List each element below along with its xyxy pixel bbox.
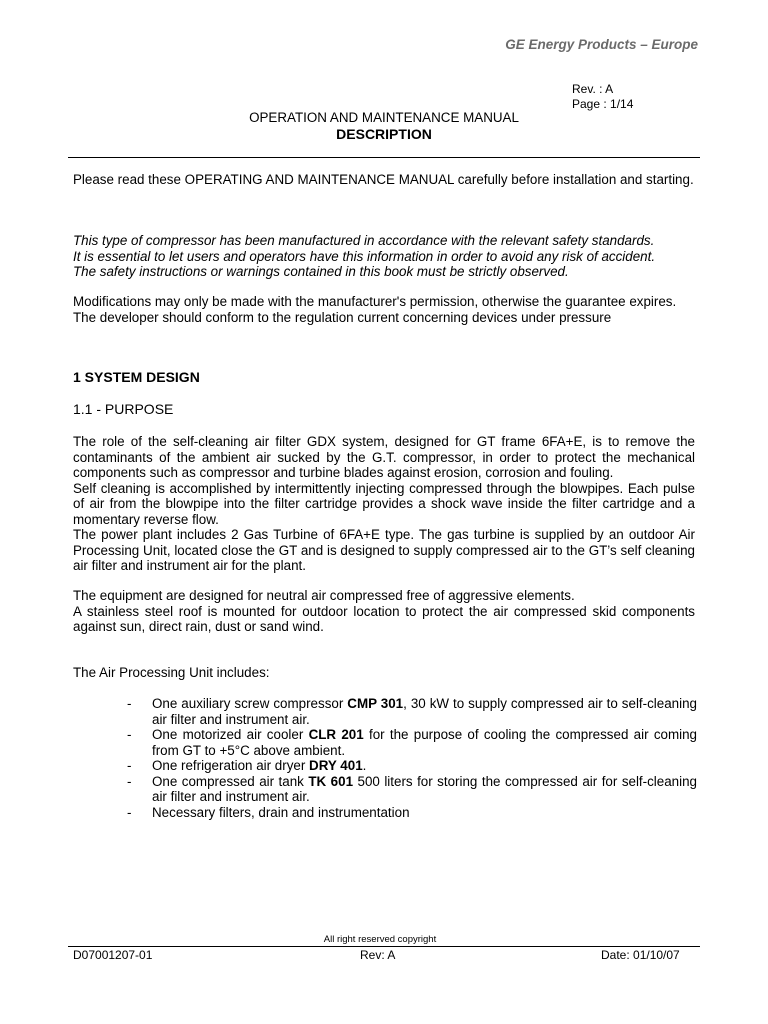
- safety-line-1: This type of compressor has been manufactured in accordance with the relevant safety standards.: [73, 233, 655, 248]
- section-heading: 1 SYSTEM DESIGN: [73, 369, 200, 385]
- purpose-text-1: The role of the self-cleaning air filter GDX system, designed for GT frame 6FA+E, is to remove the contaminants of the ambient air sucked by the G.T. compressor, in order to protect the mechanical components such as compressor and turbine blades against erosion, corrosion and fouling.: [73, 434, 695, 480]
- item-text: One motorized air cooler: [152, 727, 309, 742]
- list-item: [127, 774, 697, 805]
- read-notice: [73, 172, 695, 188]
- modifications-notice: [73, 294, 695, 325]
- item-text-tail: for the purpose of cooling the compressed air coming from GT to +5°C above ambient.: [152, 727, 697, 758]
- list-item: [127, 758, 697, 774]
- list-dash: -: [127, 758, 132, 773]
- footer-divider: [68, 946, 700, 947]
- copyright-notice: All right reserved copyright: [323, 934, 437, 945]
- list-item: [127, 805, 697, 821]
- item-text: One refrigeration air dryer: [152, 758, 310, 773]
- list-dash: -: [127, 727, 132, 742]
- item-text: One compressed air tank: [152, 773, 309, 789]
- item-tag: CLR 201: [308, 727, 364, 742]
- purpose-paragraphs: [73, 434, 695, 574]
- revision-label: Rev. : A: [572, 82, 614, 96]
- equipment-list: [127, 696, 697, 820]
- safety-line-2: It is essential to let users and operators have this information in order to avoid any risk of accident.: [73, 248, 656, 264]
- subsection-heading: 1.1 - PURPOSE: [73, 401, 174, 417]
- safety-notice: [73, 233, 695, 280]
- document-title: [0, 110, 768, 142]
- equipment-paragraphs: [73, 588, 695, 635]
- manual-subtitle: DESCRIPTION: [336, 126, 432, 142]
- purpose-text-2: Self cleaning is accomplished by intermittently injecting compressed through the blowpipes. Each pulse of air from the blowpipe into the filter cartridge provides a shock wave inside the filter cartridge and a momentary reverse flow.: [73, 480, 695, 527]
- item-text-tail: .: [362, 758, 367, 773]
- modifications-text: Modifications may only be made with the manufacturer's permission, otherwise the guarantee expires.: [73, 294, 677, 309]
- purpose-text-3: The power plant includes 2 Gas Turbine of 6FA+E type. The gas turbine is supplied by an outdoor Air Processing Unit, located close the GT and is designed to supply compressed air to the GT’s self cleaning air filter and instrument air for the plant.: [73, 527, 695, 573]
- revision-block: [572, 82, 633, 112]
- list-dash: -: [127, 773, 132, 789]
- item-tag: TK 601: [308, 773, 354, 789]
- item-text: One auxiliary screw compressor: [152, 696, 348, 711]
- document-number: D07001207-01: [73, 948, 153, 962]
- item-text: Necessary filters, drain and instrumentation: [152, 804, 410, 820]
- footer-revision: Rev: A: [360, 948, 396, 962]
- equipment-text-2: A stainless steel roof is mounted for outdoor location to protect the air compressed skid components against sun, direct rain, dust or sand wind.: [73, 603, 695, 634]
- list-item: [127, 727, 697, 758]
- list-dash: -: [127, 696, 132, 711]
- list-dash: -: [127, 804, 132, 820]
- item-text-tail: , 30 kW to supply compressed air to self-cleaning air filter and instrument air.: [152, 696, 697, 727]
- item-text-tail: 500 liters for storing the compressed air for self-cleaning air filter and instrument air.: [152, 773, 697, 804]
- item-tag: DRY 401: [309, 758, 363, 773]
- includes-text: The Air Processing Unit includes:: [73, 665, 270, 680]
- footer-date: Date: 01/10/07: [601, 948, 680, 962]
- header-divider: [68, 157, 700, 158]
- page-number: Page : 1/14: [572, 97, 634, 111]
- list-item: [127, 696, 697, 727]
- includes-intro: [73, 665, 695, 681]
- safety-line-3: The safety instructions or warnings contained in this book must be strictly observed.: [73, 264, 569, 279]
- company-name: GE Energy Products – Europe: [505, 37, 698, 52]
- equipment-text-1: The equipment are designed for neutral air compressed free of aggressive elements.: [73, 588, 575, 603]
- read-notice-text: Please read these OPERATING AND MAINTENANCE MANUAL carefully before installation and starting.: [73, 172, 694, 187]
- regulation-text: The developer should conform to the regulation current concerning devices under pressure: [73, 309, 612, 325]
- item-tag: CMP 301: [347, 696, 404, 711]
- manual-title: OPERATION AND MAINTENANCE MANUAL: [249, 110, 519, 125]
